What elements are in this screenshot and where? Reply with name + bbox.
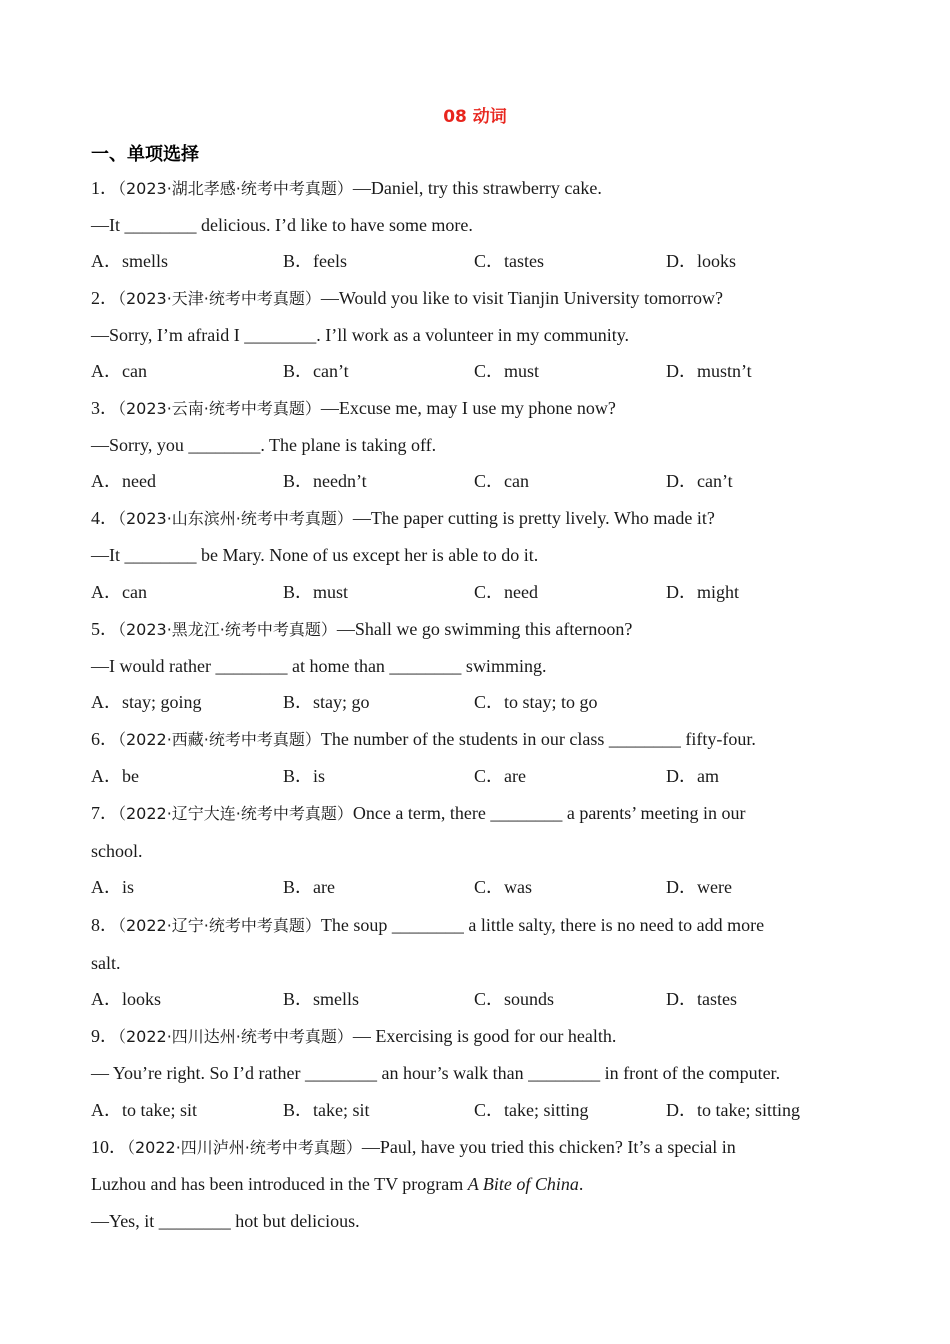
program-title: A Bite of China <box>467 1174 579 1194</box>
question-6-stem: 6．（2022·西藏·统考中考真题）The number of the students in our class ________ fifty-four. <box>91 729 756 749</box>
option-c[interactable]: C．sounds <box>474 989 555 1009</box>
question-1-options <box>91 247 871 275</box>
question-2-line2: —Sorry, I’m afraid I ________. I’ll work as a volunteer in my community. <box>91 325 630 345</box>
question-1-line2: —It ________ delicious. I’d like to have some more. <box>91 215 473 235</box>
option-c[interactable]: C．was <box>474 877 532 897</box>
question-5-line2: —I would rather ________ at home than ________ swimming. <box>91 656 547 676</box>
question-5-stem: 5．（2023·黑龙江·统考中考真题）—Shall we go swimming this afternoon? <box>91 619 633 639</box>
option-c[interactable]: C．to stay; to go <box>474 692 598 712</box>
question-4-options <box>91 578 871 606</box>
option-a[interactable]: A．stay; going <box>91 692 202 712</box>
question-4-line2: —It ________ be Mary. None of us except her is able to do it. <box>91 545 539 565</box>
option-b[interactable]: B．stay; go <box>283 692 370 712</box>
question-6-options <box>91 762 871 790</box>
option-a[interactable]: A．to take; sit <box>91 1100 197 1120</box>
option-b[interactable]: B．feels <box>283 251 347 271</box>
option-c[interactable]: C．are <box>474 766 526 786</box>
question-1-stem: 1．（2023·湖北孝感·统考中考真题）—Daniel, try this strawberry cake. <box>91 178 602 198</box>
option-c[interactable]: C．need <box>474 582 538 602</box>
option-d[interactable]: D．might <box>666 582 740 602</box>
option-a[interactable]: A．can <box>91 582 147 602</box>
page-title: 08 动词 <box>443 107 507 127</box>
option-a[interactable]: A．need <box>91 471 156 491</box>
question-4-stem: 4．（2023·山东滨州·统考中考真题）—The paper cutting is pretty lively. Who made it? <box>91 508 715 528</box>
option-b[interactable]: B．must <box>283 582 349 602</box>
option-a[interactable]: A．smells <box>91 251 169 271</box>
option-d[interactable]: D．were <box>666 877 732 897</box>
option-a[interactable]: A．looks <box>91 989 162 1009</box>
question-8-stem: 8．（2022·辽宁·统考中考真题）The soup ________ a little salty, there is no need to add more <box>91 915 765 935</box>
question-10-line2: Luzhou and has been introduced in the TV program A Bite of China. <box>91 1174 584 1194</box>
question-9-stem: 9．（2022·四川达州·统考中考真题）— Exercising is good for our health. <box>91 1026 617 1046</box>
question-7-options <box>91 873 871 901</box>
option-d[interactable]: D．can’t <box>666 471 733 491</box>
option-d[interactable]: D．tastes <box>666 989 737 1009</box>
option-b[interactable]: B．is <box>283 766 326 786</box>
question-3-line2: —Sorry, you ________. The plane is taking off. <box>91 435 437 455</box>
option-b[interactable]: B．smells <box>283 989 360 1009</box>
question-3-options <box>91 467 871 495</box>
option-b[interactable]: B．can’t <box>283 361 349 381</box>
section-heading: 一、单项选择 <box>91 144 199 165</box>
question-10-stem: 10．（2022·四川泸州·统考中考真题）—Paul, have you tried this chicken? It’s a special in <box>91 1137 736 1157</box>
question-9-options <box>91 1096 871 1124</box>
option-d[interactable]: D．to take; sitting <box>666 1100 800 1120</box>
option-c[interactable]: C．must <box>474 361 540 381</box>
option-b[interactable]: B．take; sit <box>283 1100 370 1120</box>
option-c[interactable]: C．tastes <box>474 251 544 271</box>
option-a[interactable]: A．can <box>91 361 147 381</box>
question-7-line2: school. <box>91 841 143 861</box>
option-b[interactable]: B．needn’t <box>283 471 367 491</box>
option-d[interactable]: D．mustn’t <box>666 361 752 381</box>
option-b[interactable]: B．are <box>283 877 335 897</box>
option-a[interactable]: A．is <box>91 877 135 897</box>
option-c[interactable]: C．can <box>474 471 529 491</box>
question-5-options <box>91 688 871 716</box>
option-d[interactable]: D．looks <box>666 251 737 271</box>
question-2-options <box>91 357 871 385</box>
question-10-line3: —Yes, it ________ hot but delicious. <box>91 1211 360 1231</box>
question-8-line2: salt. <box>91 953 121 973</box>
question-2-stem: 2．（2023·天津·统考中考真题）—Would you like to visit Tianjin University tomorrow? <box>91 288 723 308</box>
option-a[interactable]: A．be <box>91 766 139 786</box>
question-3-stem: 3．（2023·云南·统考中考真题）—Excuse me, may I use my phone now? <box>91 398 616 418</box>
question-8-options <box>91 985 871 1013</box>
option-d[interactable]: D．am <box>666 766 719 786</box>
option-c[interactable]: C．take; sitting <box>474 1100 589 1120</box>
question-7-stem: 7．（2022·辽宁大连·统考中考真题）Once a term, there ________ a parents’ meeting in our <box>91 803 746 823</box>
question-9-line2: — You’re right. So I’d rather ________ an hour’s walk than ________ in front of the computer. <box>91 1063 781 1083</box>
